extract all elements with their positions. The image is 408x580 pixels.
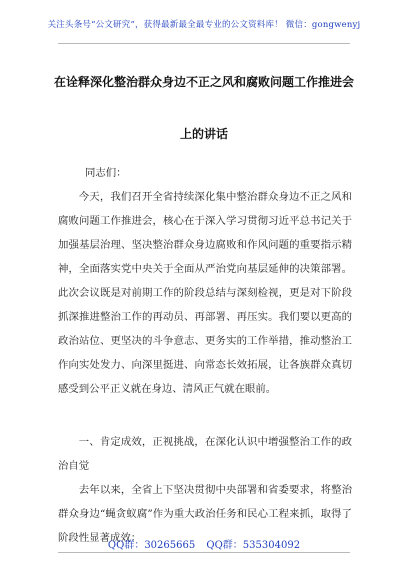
footer-divider xyxy=(58,552,350,553)
document-title-line-2: 上的讲话 xyxy=(179,127,228,141)
header-banner: 关注头条号“公文研究”，获得最新最全最专业的公文资料库！ 微信：gongwenyj xyxy=(47,20,361,30)
salutation: 同志们： xyxy=(85,167,127,179)
footer-qq-group-1: QQ群：30265665 xyxy=(107,540,196,551)
footer-qq-group-2: QQ群：535304092 xyxy=(206,540,301,551)
section-heading-1: 一、肯定成效，正视挑战，在深化认识中增强整治工作的政治自觉 xyxy=(58,436,352,472)
footer xyxy=(0,536,408,551)
body-paragraph-1: 今天，我们召开全省持续深化集中整治群众身边不正之风和腐败问题工作推进会，核心在于深入学习贯彻习近平总书记关于加强基层治理、坚决整治群众身边腐败和作风问题的重要指示精神，全面落实党中央关于全面从严治党向基层延伸的决策部署。此次会议既是对前期工作的阶段总结与深刻检视，更是对下阶段抓深推进整治工作的再动员、再部署、再压实。我们要以更高的政治站位、更坚决的斗争意志、更务实的工作举措，推动整治工作向实处发力、向深里挺进、向常态长效拓展，让各族群众真切感受到公平正义就在身边、清风正气就在眼前。 xyxy=(58,191,352,395)
header-divider xyxy=(58,43,350,44)
document-title-line-1: 在诠释深化整治群众身边不正之风和腐败问题工作推进会 xyxy=(53,75,354,89)
body-paragraph-2: 去年以来，全省上下坚决贯彻中央部署和省委要求，将整治群众身边“蝇贪蚁腐”作为重大政治任务和民心工程来抓，取得了阶段性显著成效： xyxy=(58,484,352,544)
